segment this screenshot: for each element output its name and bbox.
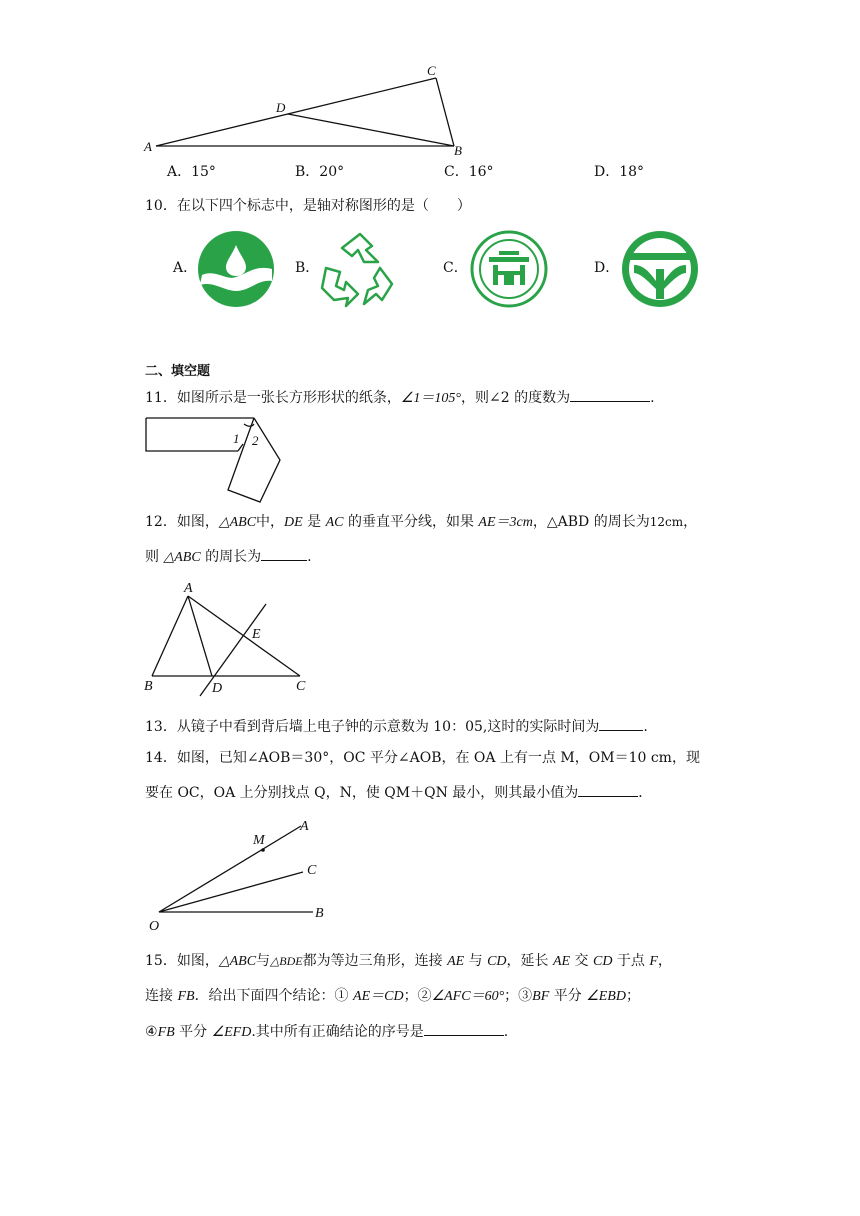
q15-line1: 15．如图，△ABC与△BDE都为等边三角形，连接 AE 与 CD，延长 AE 交 CD 于点 F， [145, 953, 672, 969]
q11-answer-blank[interactable] [570, 387, 650, 402]
q10-option-c-label[interactable]: C． [443, 260, 468, 276]
q14-label-c: C [307, 863, 317, 878]
q12-label-e: E [252, 627, 261, 642]
q12-line2: 则 △ABC 的周长为 . [145, 546, 312, 568]
q12-line1: 12．如图，△ABC中，DE 是 AC 的垂直平分线，如果 AE＝3cm，△ABD 的周长为12cm， [145, 514, 698, 530]
q14-label-m: M [253, 833, 265, 848]
q14-point-m [261, 848, 265, 852]
q9-triangle-figure [140, 58, 470, 158]
q12-label-c: C [296, 679, 306, 694]
green-food-logo-icon[interactable] [620, 229, 700, 309]
q14-label-o: O [149, 919, 160, 932]
q12-triangle-figure [140, 578, 320, 698]
q14-line1: 14．如图，已知∠AOB＝30°，OC 平分∠AOB，在 OA 上有一点 M，OM＝10 cm，现 [145, 750, 700, 766]
q14-answer-blank[interactable] [578, 782, 638, 797]
q11-stem: 11．如图所示是一张长方形形状的纸条，∠1＝105°，则∠2 的度数为 . [145, 387, 655, 409]
recycle-logo-icon[interactable] [318, 228, 398, 308]
q9-option-b[interactable]: B．20° [295, 164, 345, 180]
q10-option-d-label[interactable]: D． [594, 260, 620, 276]
water-drop-logo-icon[interactable] [196, 229, 276, 309]
q15-line2: 连接 FB．给出下面四个结论：① AE＝CD；②∠AFC＝60°；③BF 平分 ∠EBD； [145, 988, 640, 1004]
q11-angle-2: 2 [252, 433, 259, 448]
q10-stem: 10．在以下四个标志中，是轴对称图形的是（ ） [145, 198, 471, 214]
q9-option-a[interactable]: A．15° [167, 164, 216, 180]
q13-answer-blank[interactable] [599, 716, 643, 731]
q9-label-c: C [427, 63, 436, 78]
q11-paper-strip-figure [140, 412, 290, 504]
q12-label-b: B [144, 679, 153, 694]
q9-label-b: B [454, 143, 462, 158]
q14-label-a: A [300, 819, 309, 834]
q15-line3: ④FB 平分 ∠EFD.其中所有正确结论的序号是 . [145, 1021, 508, 1043]
q12-answer-blank[interactable] [261, 546, 307, 561]
q14-angle-figure [145, 812, 345, 932]
q13-stem: 13．从镜子中看到背后墙上电子钟的示意数为 10：05,这时的实际时间为 . [145, 716, 648, 737]
q10-option-a-label[interactable]: A． [173, 260, 198, 276]
q9-label-a: A [144, 139, 152, 154]
q12-label-a: A [184, 581, 193, 596]
q15-answer-blank[interactable] [424, 1021, 504, 1036]
q10-option-b-label[interactable]: B． [295, 260, 320, 276]
q9-label-d: D [276, 100, 286, 115]
q12-label-d: D [212, 681, 223, 696]
gate-circle-logo-icon[interactable] [469, 229, 549, 309]
q14-line2: 要在 OC，OA 上分别找点 Q，N，使 QM＋QN 最小，则其最小值为 ． [145, 782, 652, 803]
q9-option-d[interactable]: D．18° [594, 164, 645, 180]
q9-option-c[interactable]: C．16° [444, 164, 494, 180]
section-title: 二、填空题 [145, 364, 211, 379]
q11-angle-1: 1 [233, 431, 240, 446]
q14-label-b: B [315, 906, 324, 921]
